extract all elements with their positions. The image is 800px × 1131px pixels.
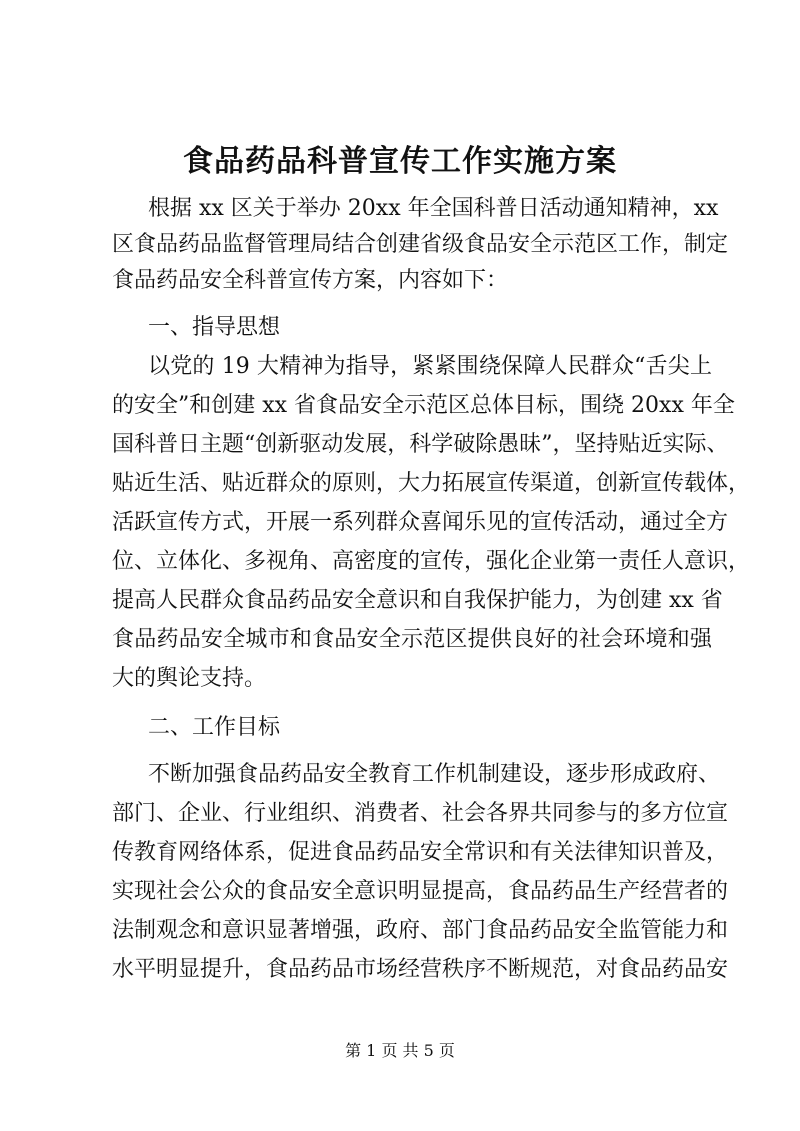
section2-line-2: 部门、企业、行业组织、消费者、社会各界共同参与的多方位宣 — [112, 801, 729, 826]
page-footer: 第 1 页 共 5 页 — [345, 1041, 455, 1060]
section1-line-7: 提高人民群众食品药品安全意识和自我保护能力，为创建 xx 省 — [112, 588, 723, 613]
section2-line-3: 传教育网络体系，促进食品药品安全常识和有关法律知识普及， — [112, 840, 729, 865]
document-title: 食品药品科普宣传工作实施方案 — [183, 144, 617, 179]
section1-line-8: 食品药品安全城市和食品安全示范区提供良好的社会环境和强 — [112, 627, 712, 652]
section-heading-2: 二、工作目标 — [148, 715, 281, 740]
section2-line-1: 不断加强食品药品安全教育工作机制建设，逐步形成政府、 — [148, 762, 721, 787]
section1-line-9: 大的舆论支持。 — [112, 666, 267, 691]
intro-line-1: 根据 xx 区关于举办 20xx 年全国科普日活动通知精神，xx — [148, 196, 719, 221]
section-heading-1: 一、指导思想 — [148, 315, 281, 340]
intro-line-2: 区食品药品监督管理局结合创建省级食品安全示范区工作，制定 — [112, 232, 729, 257]
section1-line-6: 位、立体化、多视角、高密度的宣传，强化企业第一责任人意识， — [112, 549, 751, 574]
section1-line-4: 贴近生活、贴近群众的原则，大力拓展宣传渠道，创新宣传载体， — [112, 471, 751, 496]
section2-line-4: 实现社会公众的食品安全意识明显提高，食品药品生产经营者的 — [112, 879, 729, 904]
section1-line-5: 活跃宣传方式，开展一系列群众喜闻乐见的宣传活动，通过全方 — [112, 510, 729, 535]
section2-line-6: 水平明显提升，食品药品市场经营秩序不断规范，对食品药品安 — [112, 957, 729, 982]
section1-line-1: 以党的 19 大精神为指导，紧紧围绕保障人民群众“舌尖上 — [148, 354, 712, 379]
section1-line-3: 国科普日主题“创新驱动发展，科学破除愚昧”，坚持贴近实际、 — [112, 432, 729, 457]
section2-line-5: 法制观念和意识显著增强，政府、部门食品药品安全监管能力和 — [112, 918, 729, 943]
section1-line-2: 的安全”和创建 xx 省食品安全示范区总体目标，围绕 20xx 年全 — [112, 393, 735, 418]
intro-line-3: 食品药品安全科普宣传方案，内容如下： — [112, 268, 509, 293]
